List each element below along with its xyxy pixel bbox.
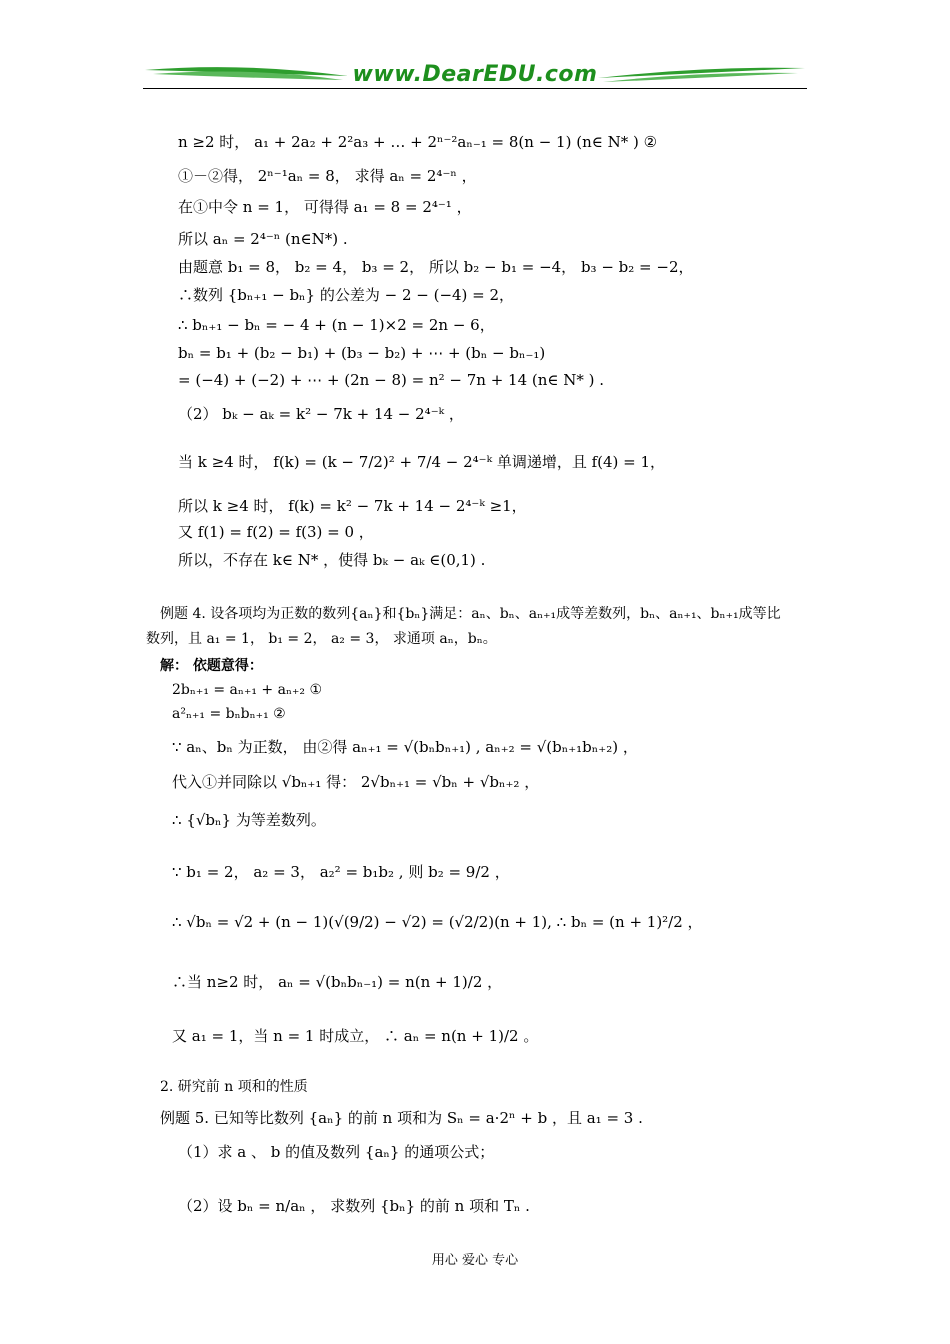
math-line: ∴ {√bₙ} 为等差数列。 <box>172 811 326 829</box>
math-line: 当 k ≥4 时， f(k) = (k − 7/2)² + 7/4 − 2⁴⁻ᵏ 单调递增，且 f(4) = 1， <box>178 453 666 471</box>
example-5-part-2: （2）设 bₙ = n/aₙ ， 求数列 {bₙ} 的前 n 项和 Tₙ . <box>178 1197 530 1215</box>
math-line: ∴当 n≥2 时， aₙ = √(bₙbₙ₋₁) = n(n + 1)/2 ， <box>172 973 503 991</box>
math-line: 由题意 b₁ = 8， b₂ = 4， b₃ = 2， 所以 b₂ − b₁ = −4， b₃ − b₂ = −2， <box>178 258 694 276</box>
math-line: 代入①并同除以 √bₙ₊₁ 得： 2√bₙ₊₁ = √bₙ + √bₙ₊₂ ， <box>172 773 540 791</box>
math-line: 又 a₁ = 1，当 n = 1 时成立， ∴ aₙ = n(n + 1)/2 。 <box>172 1027 539 1045</box>
math-line: ∴ bₙ₊₁ − bₙ = − 4 + (n − 1)×2 = 2n − 6， <box>178 316 495 334</box>
math-line: ∵ b₁ = 2， a₂ = 3， a₂² = b₁b₂ , 则 b₂ = 9/2 ， <box>172 863 510 881</box>
page-header <box>143 58 807 92</box>
math-line: 2bₙ₊₁ = aₙ₊₁ + aₙ₊₂ ① <box>172 682 323 698</box>
math-line: bₙ = b₁ + (b₂ − b₁) + (b₃ − b₂) + ⋯ + (bₙ − bₙ₋₁) <box>178 344 546 362</box>
math-line: ∵ aₙ、bₙ 为正数， 由②得 aₙ₊₁ = √(bₙbₙ₊₁) , aₙ₊₂ = √(bₙ₊₁bₙ₊₂) ， <box>172 738 638 756</box>
example-4-statement: 例题 4. 设各项均为正数的数列{aₙ}和{bₙ}满足：aₙ、bₙ、aₙ₊₁成等差数列，bₙ、aₙ₊₁、bₙ₊₁成等比 <box>160 606 781 622</box>
math-line: n ≥2 时， a₁ + 2a₂ + 2²a₃ + … + 2ⁿ⁻²aₙ₋₁ = 8(n − 1) (n∈ N* ) ② <box>178 133 658 151</box>
header-divider <box>143 88 807 89</box>
example-4-statement: 数列，且 a₁ = 1， b₁ = 2， a₂ = 3， 求通项 aₙ，bₙ。 <box>146 631 497 647</box>
math-line: 所以 aₙ = 2⁴⁻ⁿ (n∈N*) . <box>178 230 348 248</box>
example-5-statement: 例题 5. 已知等比数列 {aₙ} 的前 n 项和为 Sₙ = a·2ⁿ + b ，且 a₁ = 3 . <box>160 1109 643 1127</box>
math-line: 在①中令 n = 1， 可得得 a₁ = 8 = 2⁴⁻¹ ， <box>178 198 472 216</box>
math-line: a²ₙ₊₁ = bₙbₙ₊₁ ② <box>172 706 286 722</box>
math-line: = (−4) + (−2) + ⋯ + (2n − 8) = n² − 7n + 14 (n∈ N* ) . <box>178 371 605 389</box>
math-line: 所以，不存在 k∈ N* ，使得 bₖ − aₖ ∈(0,1) . <box>178 551 486 569</box>
math-line: ∴数列 {bₙ₊₁ − bₙ} 的公差为 − 2 − (−4) = 2， <box>178 286 515 304</box>
page-footer: 用心 爱心 专心 <box>431 1253 519 1268</box>
solution-heading: 解： 依题意得： <box>160 658 263 674</box>
section-heading: 2. 研究前 n 项和的性质 <box>160 1079 308 1095</box>
example-5-part-1: （1）求 a 、 b 的值及数列 {aₙ} 的通项公式； <box>178 1143 495 1161</box>
math-line: ①－②得， 2ⁿ⁻¹aₙ = 8， 求得 aₙ = 2⁴⁻ⁿ ， <box>178 167 477 185</box>
math-line: （2） bₖ − aₖ = k² − 7k + 14 − 2⁴⁻ᵏ ， <box>178 405 464 423</box>
site-title: www.DearEDU.com <box>352 62 598 87</box>
math-line: 所以 k ≥4 时， f(k) = k² − 7k + 14 − 2⁴⁻ᵏ ≥1， <box>178 497 527 515</box>
math-line: ∴ √bₙ = √2 + (n − 1)(√(9/2) − √2) = (√2/2)(n + 1), ∴ bₙ = (n + 1)²/2 ， <box>172 913 703 931</box>
math-line: 又 f(1) = f(2) = f(3) = 0 ， <box>178 523 374 541</box>
